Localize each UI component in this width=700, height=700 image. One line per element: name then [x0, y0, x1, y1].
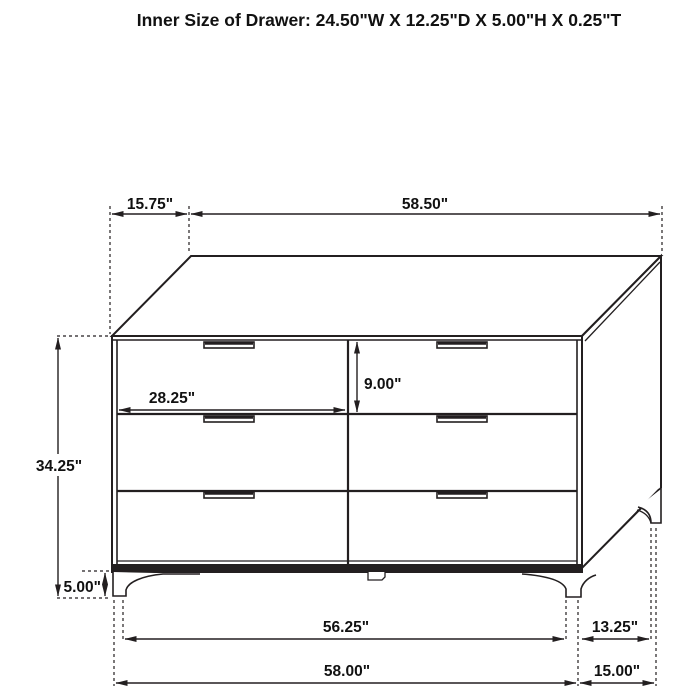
dim-label-overall-width: 58.00"	[323, 663, 371, 680]
base-rail	[112, 564, 582, 572]
top-panel	[112, 256, 661, 336]
drawer-handle	[437, 416, 487, 422]
front-left-leg	[113, 572, 200, 596]
dim-label-leg-height: 5.00"	[63, 579, 101, 596]
diagram-title: Inner Size of Drawer: 24.50"W X 12.25"D X 5.00"H X 0.25"T	[136, 10, 622, 30]
drawer-handle	[204, 492, 254, 498]
dim-label-feet-inner-width: 56.25"	[322, 619, 370, 636]
dim-label-overall-height: 34.25"	[35, 458, 83, 475]
dim-label-top-width: 58.50"	[401, 196, 449, 213]
drawer-handle	[437, 342, 487, 348]
dim-label-top-depth: 15.75"	[126, 196, 174, 213]
dim-label-drawer-width: 28.25"	[148, 390, 196, 407]
drawer-handle	[204, 342, 254, 348]
front-right-leg	[522, 574, 596, 597]
dim-label-overall-depth: 15.00"	[593, 663, 641, 680]
dim-label-feet-depth: 13.25"	[591, 619, 639, 636]
dresser-drawing	[112, 256, 661, 597]
dim-label-drawer-height: 9.00"	[364, 376, 402, 393]
drawer-handle	[204, 416, 254, 422]
center-foot	[368, 572, 385, 580]
drawer-handle	[437, 492, 487, 498]
